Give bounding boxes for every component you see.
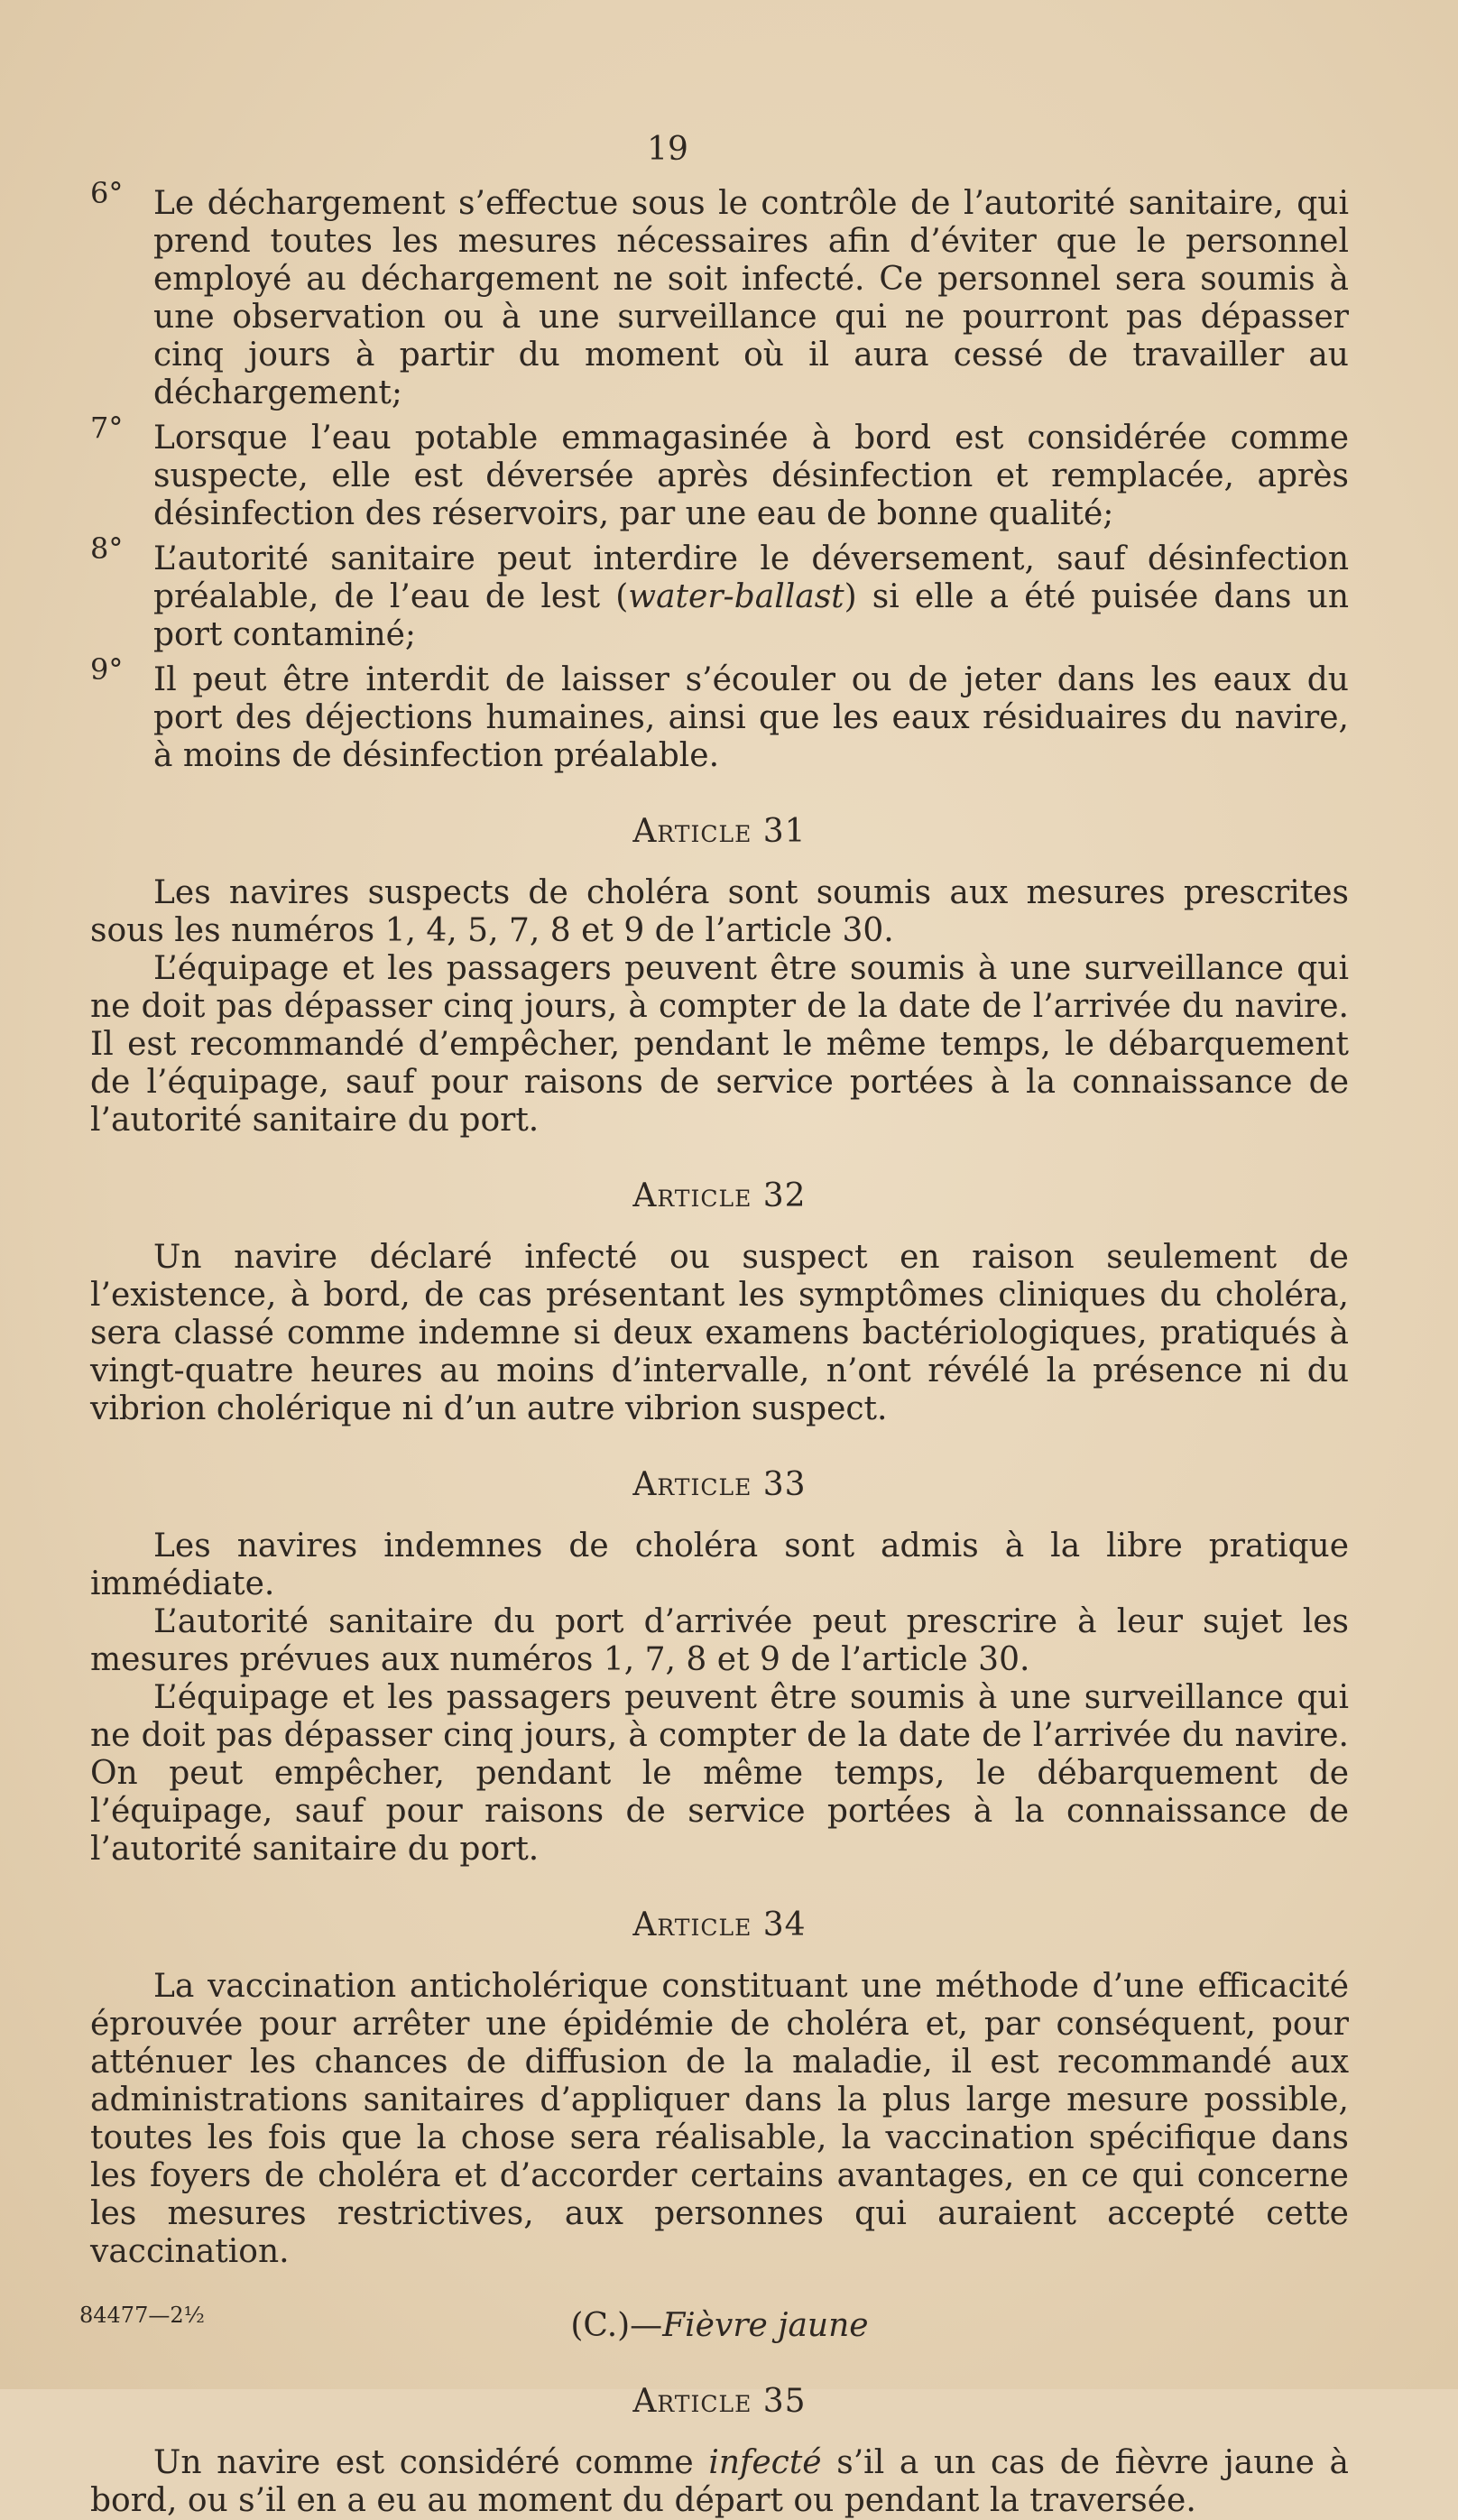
item-number: 8° [90,531,124,566]
paragraph: Un navire déclaré infecté ou suspect en raison seulement de l’existence, à bord, de cas présentant les symptômes cliniques du choléra, sera classé comme indemne si deux examens bactériologiques, pratiqués à vingt-quatre heures au moins d’intervalle, n’ont révélé la présence ni du vibrion cholérique ni d’un autre vibrion suspect. [90,1239,1349,1427]
paragraph-text: Un navire est considéré comme [153,2444,709,2481]
list-item [90,531,1350,654]
section-title [90,2307,1349,2345]
item-text: Il peut être interdit de laisser s’écouler ou de jeter dans les eaux du port des déjections humaines, ainsi que les eaux résiduaires du navire, à moins de désinfection préalable. [153,661,1349,774]
item-text: L’autorité sanitaire peut interdire le déversement, sauf désinfection préalable, de l’eau de lest ( [153,540,1349,615]
article-30-continuation [90,176,1350,2520]
paragraph-text: s’il a un cas de fièvre jaune à bord, ou s’il en a eu au moment du départ ou pendant la traversée. [90,2444,1349,2519]
article-heading: Article 32 [632,1177,807,1214]
section-prefix: (C.)— [570,2307,663,2344]
list-item [90,652,1349,775]
paragraph: L’autorité sanitaire du port d’arrivée peut prescrire à leur sujet les mesures prévues aux numéros 1, 7, 8 et 9 de l’article 30. [90,1603,1349,1678]
article-heading: Article 35 [632,2383,807,2420]
item-number: 9° [90,652,124,687]
paragraph: Les navires suspects de choléra sont soumis aux mesures prescrites sous les numéros 1, 4, 5, 7, 8 et 9 de l’article 30. [90,874,1349,949]
item-text-italic: water-ballast [628,578,844,615]
item-number: 7° [90,411,124,445]
item-number: 6° [90,176,124,210]
article-heading: Article 34 [632,1906,807,1943]
paragraph: Les navires indemnes de choléra sont admis à la libre pratique immédiate. [90,1528,1349,1602]
print-code: 84477—2½ [79,2303,205,2328]
item-text: ) si elle a été puisée dans un port contaminé; [153,578,1350,653]
page-number: 19 [647,131,688,168]
article-heading: Article 33 [632,1466,807,1503]
list-item [90,411,1349,533]
paragraph: La vaccination anticholérique constituant une méthode d’une efficacité éprouvée pour arrêter une épidémie de choléra et, par conséquent, pour atténuer les chances de diffusion de la maladie, il est recommandé aux administrations sanitaires d’appliquer dans la plus large mesure possible, toutes les fois que la chose sera réalisable, la vaccination spécifique dans les foyers de choléra et d’accorder certains avantages, en ce qui concerne les mesures restrictives, aux personnes qui auraient accepté cette vaccination. [90,1968,1349,2270]
paragraph [90,2444,1349,2520]
item-text: Lorsque l’eau potable emmagasinée à bord est considérée comme suspecte, elle est déversée après désinfection et remplacée, après désinfection des réservoirs, par une eau de bonne qualité; [153,420,1349,532]
article-heading: Article 31 [632,813,807,850]
list-item [90,176,1349,412]
item-text: Le déchargement s’effectue sous le contrôle de l’autorité sanitaire, qui prend toutes les mesures nécessaires afin d’éviter que le personnel employé au déchargement ne soit infecté. Ce personnel sera soumis à une observation ou à une surveillance qui ne pourront pas dépasser cinq jours à partir du moment où il aura cessé de travailler au déchargement; [153,185,1349,411]
paragraph: L’équipage et les passagers peuvent être soumis à une surveillance qui ne doit pas dépasser cinq jours, à compter de la date de l’arrivée du navire. On peut empêcher, pendant le même temps, le débarquement de l’équipage, sauf pour raisons de service portées à la connaissance de l’autorité sanitaire du port. [90,1679,1349,1868]
section-name: Fièvre jaune [662,2307,869,2344]
paragraph-text-italic: infecté [708,2444,822,2481]
paragraph: L’équipage et les passagers peuvent être soumis à une surveillance qui ne doit pas dépasser cinq jours, à compter de la date de l’arrivée du navire. Il est recommandé d’empêcher, pendant le même temps, le débarquement de l’équipage, sauf pour raisons de service portées à la connaissance de l’autorité sanitaire du port. [90,950,1349,1139]
